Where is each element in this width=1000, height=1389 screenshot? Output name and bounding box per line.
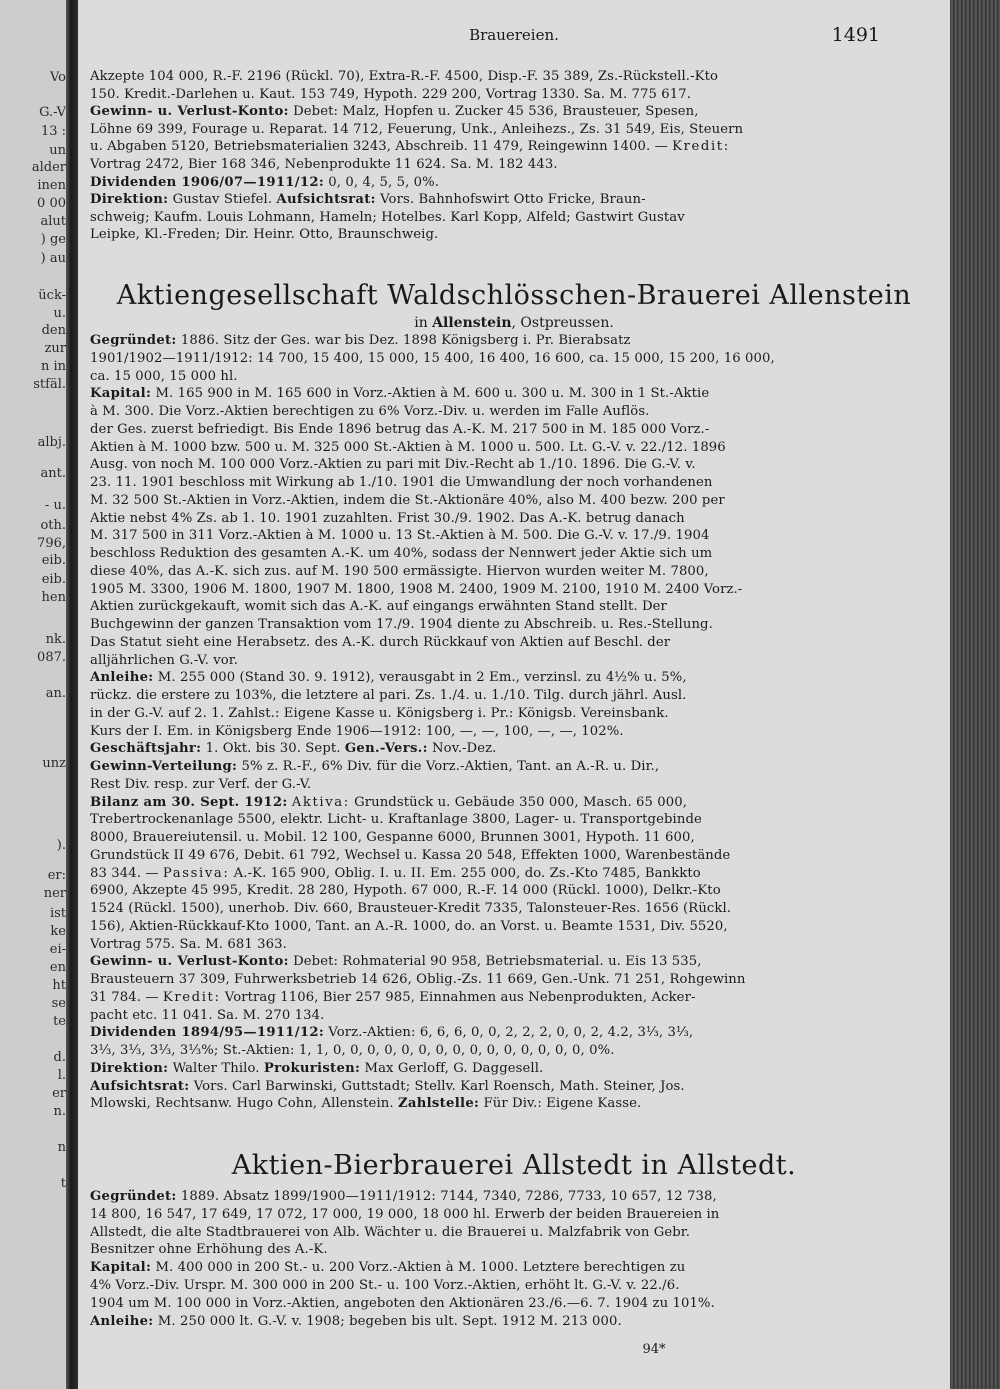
text-line [90,1024,880,1041]
margin-fragment: l. [57,1068,66,1083]
text-line [90,527,880,544]
text-line [90,953,880,970]
margin-fragment: inen [37,178,66,193]
field-label: Gewinn- u. Verlust-Konto: [90,104,289,120]
text-line [90,1042,880,1059]
document-page [78,0,950,1389]
text-line [90,191,880,208]
text-line [90,474,880,491]
text-line [90,350,880,367]
margin-fragment: un [49,143,66,158]
line-text: Aktien à M. 1000 bzw. 500 u. M. 325 000 St.-Aktien à M. 1000 u. 500. Lt. G.-V. v. 22./12. 1896 [90,439,726,455]
margin-fragment: nk. [45,632,66,647]
line-text: Grundstück u. Gebäude 350 000, Masch. 65 000, [349,794,688,810]
text-line [90,900,880,917]
line-text: 1901/1902—1911/1912: 14 700, 15 400, 15 000, 15 400, 16 400, 16 600, ca. 15 000, 15 200, 16 000, [90,350,775,366]
line-text: 5% z. R.-F., 6% Div. für die Vorz.-Aktien, Tant. an A.-R. u. Dir., [237,759,660,774]
line-text: Walter Thilo. [168,1060,264,1076]
field-label: Gewinn- u. Verlust-Konto: [90,954,289,970]
text-line [90,776,880,793]
text-line [90,385,880,402]
text-line [90,510,880,527]
page-edge-stack [950,0,1000,1389]
text-line [90,882,880,899]
line-text: M. 32 500 St.-Aktien in Vorz.-Aktien, indem die St.-Aktionäre 40%, also M. 400 bezw. 200 per [90,492,725,508]
line-text: Nov.-Dez. [427,741,497,757]
field-label: Zahlstelle: [397,1096,480,1112]
field-label: Anleihe: [90,1313,154,1329]
margin-fragment: 0 00 [37,196,66,211]
line-text: Debet: Malz, Hopfen u. Zucker 45 536, Brausteuer, Spesen, [288,104,699,120]
text-line [90,156,880,173]
line-text: Aktien zurückgekauft, womit sich das A.-K. auf eingangs erwähnten Stand stellt. Der [90,599,667,615]
margin-fragment: ). [56,838,66,853]
line-text: in der G.-V. auf 2. 1. Zahlst.: Eigene Kasse u. Königsberg i. Pr.: Königsb. Vereinsbank. [90,705,669,721]
text-line [90,971,880,988]
line-text: 4% Vorz.-Div. Urspr. M. 300 000 in 200 St.- u. 100 Vorz.-Aktien, erhöht lt. G.-V. v. 22./6. [90,1278,680,1293]
text-line [90,121,880,138]
line-text: 0, 0, 4, 5, 5, 0%. [324,174,440,190]
text-line [90,209,880,226]
line-text: der Ges. zuerst befriedigt. Bis Ende 1896 betrug das A.-K. M. 217 500 in M. 185 000 Vorz.- [90,421,710,437]
text-line [90,1241,880,1258]
text-line [90,989,880,1006]
line-text: Vors. Bahnhofswirt Otto Fricke, Braun- [375,192,646,208]
text-line [90,403,880,420]
line-text: Gustav Stiefel. [168,192,277,208]
line-text: Buchgewinn der ganzen Transaktion vom 17./9. 1904 diente zu Abschreib. u. Res.-Stellung. [90,617,713,632]
text-line [90,563,880,580]
field-label: Dividenden 1894/95—1911/12: [90,1025,325,1041]
line-text: M. 255 000 (Stand 30. 9. 1912), verausgabt in 2 Em., verzinsl. zu 4½% u. 5%, [153,670,687,686]
field-label: Prokuristen: [263,1060,361,1076]
line-text: Kredit: [162,989,221,1005]
text-line [90,669,880,686]
field-label: Direktion: [90,1060,169,1076]
margin-fragment: oth. [40,518,66,533]
text-line [90,634,880,651]
book-gutter [66,0,78,1389]
text-line [90,86,880,103]
field-label: Gen.-Vers.: [344,741,428,757]
line-text: A.-K. 165 900, Oblig. I. u. II. Em. 255 000, do. Zs.-Kto 7485, Bankkto [229,865,701,881]
margin-fragment: eib. [41,572,66,587]
line-text: Vorz.-Aktien: 6, 6, 6, 0, 0, 2, 2, 2, 0, 0, 2, 4.2, 3⅓, 3⅓, [324,1025,694,1041]
company-location: in Allenstein, Ostpreussen. [414,315,614,331]
margin-fragment: ) ge [40,232,66,247]
line-text: Löhne 69 399, Fourage u. Reparat. 14 712, Feuerung, Unk., Anleihezs., Zs. 31 549, Eis, Steuern [90,121,744,137]
text-line [90,368,880,385]
line-text: Leipke, Kl.-Freden; Dir. Heinr. Otto, Braunschweig. [90,227,439,243]
field-label: Gewinn-Verteilung: [90,759,238,774]
margin-fragment: 796, [37,536,66,551]
margin-fragment: zur [44,341,66,356]
line-text: Max Gerloff, G. Daggesell. [360,1060,544,1076]
company-title: Aktiengesellschaft Waldschlösschen-Brauerei Allenstein [116,280,912,311]
text-line [90,138,880,155]
text-line [90,758,880,775]
signature-mark: 94* [642,1342,666,1357]
line-text: 1. Okt. bis 30. Sept. [201,741,345,757]
line-text: pacht etc. 11 041. Sa. M. 270 134. [90,1007,325,1023]
text-line [90,1078,880,1095]
line-text: 150. Kredit.-Darlehen u. Kaut. 153 749, Hypoth. 229 200, Vortrag 1330. Sa. M. 775 617. [90,86,692,102]
field-label: Gegründet: [90,333,177,348]
margin-fragment: alder [31,160,66,175]
line-text: Kredit: [672,139,730,155]
margin-fragment: ) au [40,251,66,266]
text-line [90,598,880,615]
line-text: u. Abgaben 5120, Betriebsmaterialien 3243, Abschreib. 11 479, Reingewinn 1400. — [90,139,673,155]
text-line [90,226,880,243]
line-text: 1904 um M. 100 000 in Vorz.-Aktien, angeboten den Aktionären 23./6.—6. 7. 1904 zu 101%. [90,1295,715,1311]
text-line [90,492,880,509]
margin-fragment: d. [53,1050,66,1065]
margin-fragment: an. [45,686,66,701]
margin-fragment: G.-V [39,105,66,120]
margin-fragment: - u. [44,498,66,513]
line-text: 1905 M. 3300, 1906 M. 1800, 1907 M. 1800, 1908 M. 2400, 1909 M. 2100, 1910 M. 2400 Vorz.- [90,581,743,597]
margin-fragment: stfäl. [33,377,66,392]
margin-fragment: u. [53,306,66,321]
text-line [90,1259,880,1276]
margin-fragment: den [41,323,66,338]
margin-fragment: te [53,1014,66,1029]
text-line [90,1295,880,1312]
line-text: alljährlichen G.-V. vor. [90,652,239,668]
line-text: beschloss Reduktion des gesamten A.-K. um 40%, sodass der Nennwert jeder Aktie sich um [90,546,713,561]
company-title: Aktien-Bierbrauerei Allstedt in Allstedt. [231,1150,797,1181]
margin-fragment: n. [53,1104,66,1119]
text-line [90,456,880,473]
line-text: Besnitzer ohne Erhöhung des A.-K. [90,1242,328,1258]
line-text: 156), Aktien-Rückkauf-Kto 1000, Tant. an A.-R. 1000, do. an Vorst. u. Beamte 1531, Div. 5520, [90,918,728,934]
line-text: schweig; Kaufm. Louis Lohmann, Hameln; Hotelbes. Karl Kopp, Alfeld; Gastwirt Gustav [90,209,685,225]
line-text: 14 800, 16 547, 17 649, 17 072, 17 000, 19 000, 18 000 hl. Erwerb der beiden Brauereien in [90,1206,720,1222]
text-line [90,439,880,456]
line-text: Aktie nebst 4% Zs. ab 1. 10. 1901 zuzahlten. Frist 30./9. 1902. Das A.-K. betrug danach [90,510,685,526]
text-line [90,794,880,811]
text-line [90,652,880,669]
line-text: M. 165 900 in M. 165 600 in Vorz.-Aktien à M. 600 u. 300 u. M. 300 in 1 St.-Aktie [151,386,710,402]
margin-fragment: t [60,1176,66,1191]
text-line [90,865,880,882]
text-line [90,103,880,120]
page-number: 1491 [831,24,880,46]
line-text: rückz. die erstere zu 103%, die letztere al pari. Zs. 1./4. u. 1./10. Tilg. durch jährl. Ausl. [90,688,687,703]
margin-fragment: ht [52,978,66,993]
field-label: Anleihe: [90,670,154,686]
running-header-title: Brauereien. [469,26,559,44]
text-line [90,936,880,953]
margin-fragment: eib. [41,553,66,568]
field-label: Direktion: [90,192,169,208]
line-text: Für Div.: Eigene Kasse. [479,1096,642,1112]
line-text: 1524 (Rückl. 1500), unerhob. Div. 660, Brausteuer-Kredit 7335, Talonsteuer-Res. 1656 (Rückl. [90,901,732,916]
line-text: Rest Div. resp. zur Verf. der G.-V. [90,776,312,792]
line-text: 23. 11. 1901 beschloss mit Wirkung ab 1./10. 1901 die Umwandlung der noch vorhandenen [90,475,713,490]
margin-fragment: unz [42,756,66,771]
text-line [90,829,880,846]
line-text: Trebertrockenanlage 5500, elektr. Licht- u. Kraftanlage 3800, Lager- u. Transportgebinde [90,812,702,828]
margin-fragment: hen [41,590,66,605]
field-label: Bilanz am 30. Sept. 1912: [90,794,288,810]
company-city: Allenstein [432,315,512,331]
text-line [90,1206,880,1223]
field-label: Dividenden 1906/07—1911/12: [90,174,325,190]
margin-fragment: n in [40,359,66,374]
field-label: Geschäftsjahr: [90,741,202,757]
text-line [90,740,880,757]
text-line [90,1007,880,1024]
line-text: Kurs der I. Em. in Königsberg Ende 1906—1912: 100, —, —, 100, —, —, 102%. [90,723,624,739]
line-text: M. 400 000 in 200 St.- u. 200 Vorz.-Aktien à M. 1000. Letztere berechtigen zu [151,1260,686,1276]
text-line [90,68,880,85]
text-line [90,811,880,828]
text-line [90,918,880,935]
line-text: 1886. Sitz der Ges. war bis Dez. 1898 Königsberg i. Pr. Bierabsatz [176,333,631,348]
line-text: Vortrag 2472, Bier 168 346, Nebenprodukte 11 624. Sa. M. 182 443. [90,157,558,172]
text-line [90,1277,880,1294]
text-line [90,581,880,598]
line-text: 1889. Absatz 1899/1900—1911/1912: 7144, 7340, 7286, 7733, 10 657, 12 738, [176,1189,717,1204]
line-text: 31 784. — [90,989,163,1005]
left-page-fragment [0,0,66,1389]
text-line [90,723,880,740]
field-label: Aufsichtsrat: [90,1078,190,1094]
margin-fragment: ück- [38,288,66,303]
line-text: 3⅓, 3⅓, 3⅓, 3⅓%; St.-Aktien: 1, 1, 0, 0, 0, 0, 0, 0, 0, 0, 0, 0, 0, 0, 0, 0, 0, 0%. [90,1043,615,1058]
text-line [90,421,880,438]
line-text: 8000, Brauereiutensil. u. Mobil. 12 100, Gespanne 6000, Brunnen 3001, Hypoth. 11 600, [90,830,695,845]
margin-fragment: er: [47,868,66,883]
margin-fragment: 13 : [40,124,66,139]
text-line [90,687,880,704]
margin-fragment: albj. [37,435,66,450]
line-text: Das Statut sieht eine Herabsetz. des A.-K. durch Rückkauf von Aktien auf Beschl. der [90,634,671,650]
margin-fragment: se [51,996,66,1011]
margin-fragment: er [52,1086,66,1101]
field-label: Kapital: [90,386,152,402]
text-line [90,174,880,191]
field-label: Aufsichtsrat: [276,192,376,208]
line-text: diese 40%, das A.-K. sich zus. auf M. 190 500 ermässigte. Hiervon wurden weiter M. 7800, [90,563,709,579]
text-line [90,705,880,722]
margin-fragment: ant. [40,466,66,481]
text-line [90,1060,880,1077]
line-text: Vors. Carl Barwinski, Guttstadt; Stellv. Karl Roensch, Math. Steiner, Jos. [189,1078,685,1094]
margin-fragment: n [57,1140,66,1155]
text-line [90,332,880,349]
line-text: 83 344. — [90,865,163,881]
margin-fragment: alut [40,214,66,229]
line-text: Vortrag 1106, Bier 257 985, Einnahmen aus Nebenprodukten, Acker- [220,989,696,1005]
line-text: Ausg. von noch M. 100 000 Vorz.-Aktien zu pari mit Div.-Recht ab 1./10. 1896. Die G.-V. v. [90,457,696,473]
line-text: M. 317 500 in 311 Vorz.-Aktien à M. 1000 u. 13 St.-Aktien à M. 500. Die G.-V. v. 17./9. 1904 [90,528,710,544]
line-text: Grundstück II 49 676, Debit. 61 792, Wechsel u. Kassa 20 548, Effekten 1000, Warenbestände [90,847,731,863]
text-line [90,1313,880,1330]
text-line [90,847,880,864]
text-line [90,616,880,633]
line-text: 6900, Akzepte 45 995, Kredit. 28 280, Hypoth. 67 000, R.-F. 14 000 (Rückl. 1000), Delkr.-Kto [90,883,721,899]
line-text: M. 250 000 lt. G.-V. v. 1908; begeben bis ult. Sept. 1912 M. 213 000. [153,1313,622,1329]
line-text: Brausteuern 37 309, Fuhrwerksbetrieb 14 626, Oblig.-Zs. 11 669, Gen.-Unk. 71 251, Rohgewinn [90,972,746,987]
line-text: Vortrag 575. Sa. M. 681 363. [90,936,287,952]
line-text: à M. 300. Die Vorz.-Aktien berechtigen zu 6% Vorz.-Div. u. werden im Falle Auflös. [90,404,650,419]
field-label: Kapital: [90,1260,152,1276]
margin-fragment: en [49,960,66,975]
margin-fragment: ke [50,924,66,939]
margin-fragment: 087. [37,650,66,665]
text-line [90,1095,880,1112]
margin-fragment: Vo [49,70,66,85]
field-label: Gegründet: [90,1189,177,1204]
line-text: Aktiva: [291,794,350,810]
line-text: Allstedt, die alte Stadtbrauerei von Alb. Wächter u. die Brauerei u. Malzfabrik von Gebr. [90,1224,691,1240]
text-line [90,1188,880,1205]
running-header [78,26,950,46]
line-text: Mlowski, Rechtsanw. Hugo Cohn, Allenstein. [90,1096,398,1112]
text-line [90,545,880,562]
line-text: Debet: Rohmaterial 90 958, Betriebsmaterial. u. Eis 13 535, [288,954,702,970]
line-text: ca. 15 000, 15 000 hl. [90,368,238,384]
margin-fragment: ist [49,906,66,921]
line-text: Akzepte 104 000, R.-F. 2196 (Rückl. 70), Extra-R.-F. 4500, Disp.-F. 35 389, Zs.-Rückstell.-Kto [90,69,719,84]
margin-fragment: ei- [49,942,66,957]
text-line [90,1224,880,1241]
margin-fragment: ner [43,886,66,901]
line-text: Passiva: [162,865,230,881]
